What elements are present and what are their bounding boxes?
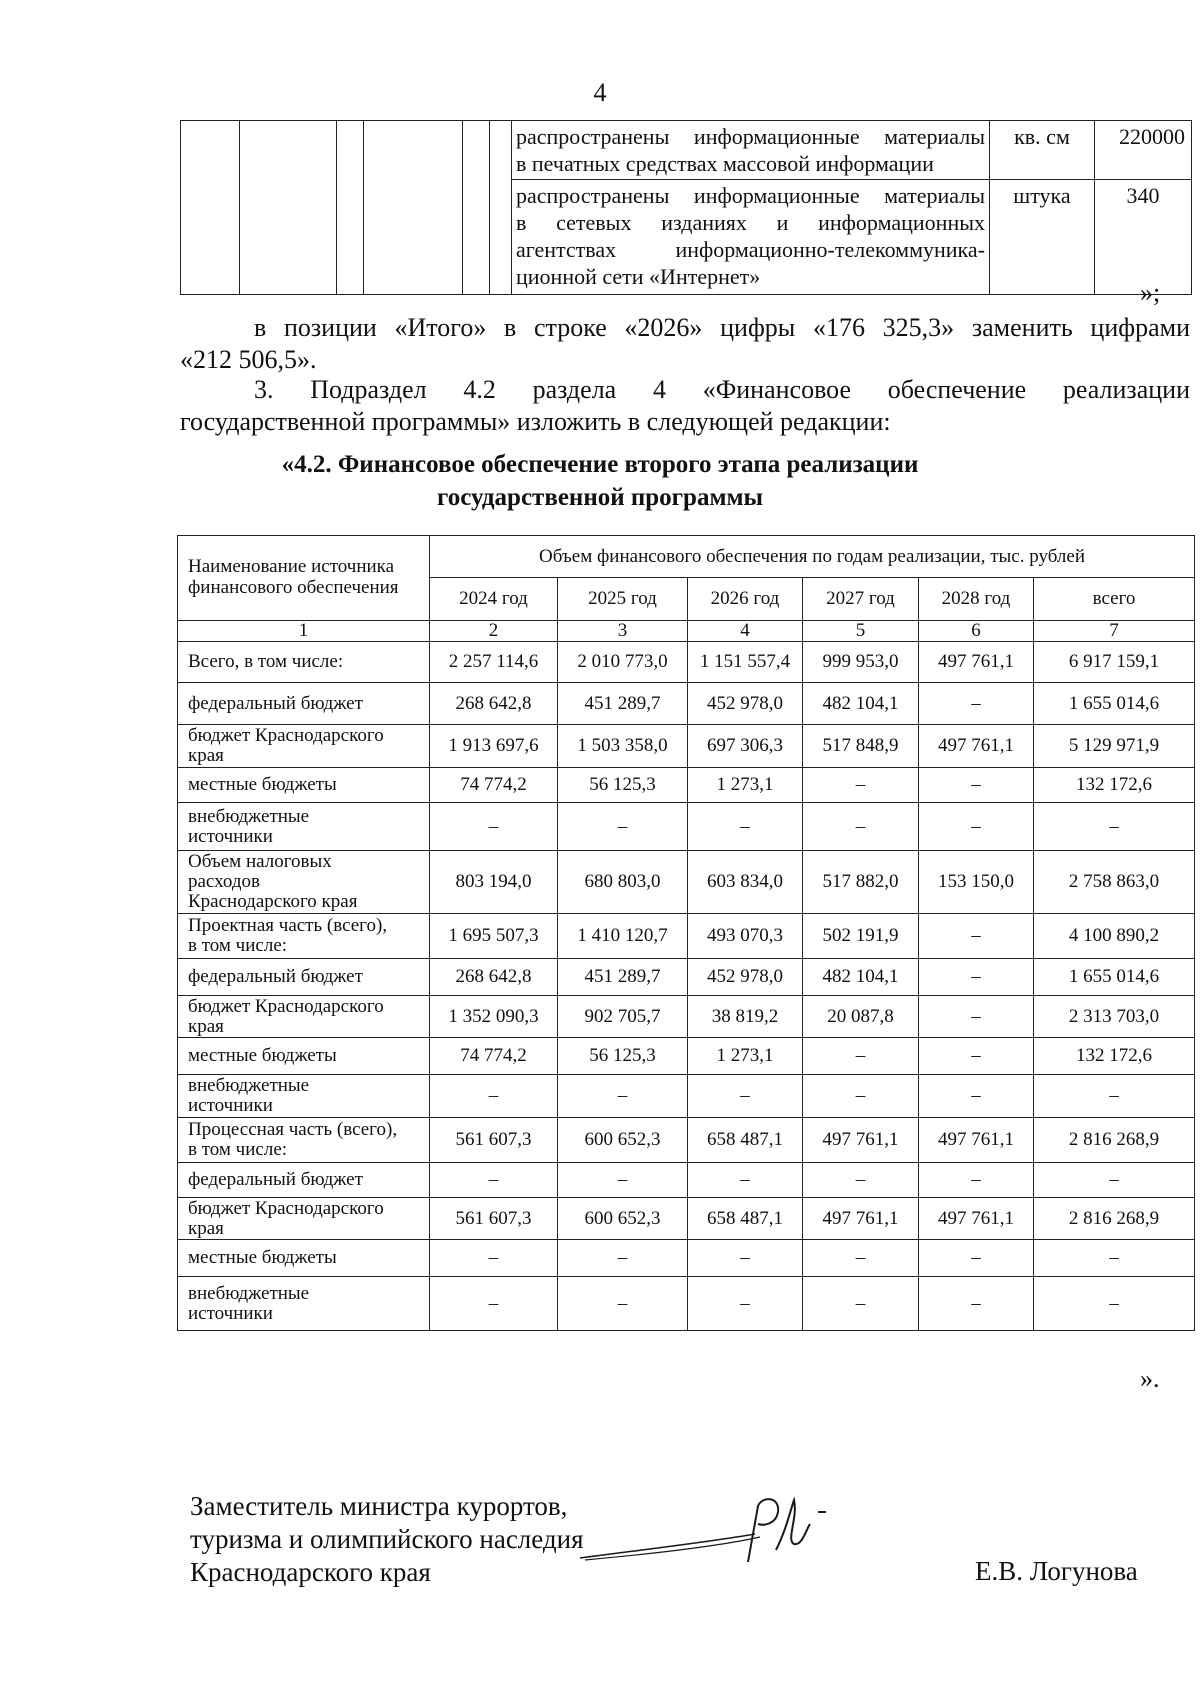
page-number: 4 [593, 78, 607, 107]
total-value: – [1034, 1075, 1195, 1118]
source-name-line: в том числе: [188, 1139, 288, 1160]
closing-quote: »; [1140, 278, 1161, 307]
row-unit: штука [990, 180, 1095, 295]
year-value: – [919, 914, 1034, 959]
signer-name: Е.В. Логунова [975, 1556, 1138, 1586]
year-value: – [919, 768, 1034, 803]
year-value: 902 705,7 [558, 996, 688, 1038]
finance-row [178, 642, 1195, 683]
total-header: всего [1034, 578, 1195, 621]
source-name [178, 1198, 430, 1240]
paragraph [180, 312, 1190, 376]
year-value: 56 125,3 [558, 1038, 688, 1075]
year-value: – [430, 803, 558, 851]
description-line: агентствах информационно-телекоммуника- [516, 237, 985, 262]
source-name-line: края [188, 1015, 224, 1037]
source-name [178, 1118, 430, 1163]
source-name [178, 725, 430, 768]
finance-table-body [178, 642, 1195, 1331]
year-value: 2 010 773,0 [558, 642, 688, 683]
year-value: – [430, 1163, 558, 1198]
source-name [178, 914, 430, 959]
source-name-line: Проектная часть (всего), [188, 915, 388, 936]
column-number: 3 [558, 621, 688, 642]
paragraph-line: «212 506,5». [180, 345, 317, 374]
source-name-line: Краснодарского края [188, 891, 358, 912]
row-value: 340 [1095, 180, 1192, 295]
finance-row [178, 1118, 1195, 1163]
description-line: распространены информационные материалы [516, 183, 985, 208]
year-value: – [688, 803, 803, 851]
source-name-line: бюджет Краснодарского [188, 725, 384, 746]
finance-row [178, 1277, 1195, 1331]
total-value: 1 655 014,6 [1034, 683, 1195, 725]
year-value: – [558, 803, 688, 851]
paragraph [180, 374, 1190, 438]
year-value: 74 774,2 [430, 1038, 558, 1075]
year-value: 482 104,1 [803, 683, 919, 725]
column-number-row [178, 621, 1195, 642]
position-line: туризма и олимпийского наследия [190, 1524, 584, 1554]
year-value: 1 913 697,6 [430, 725, 558, 768]
year-value: 1 503 358,0 [558, 725, 688, 768]
source-name-line: источники [188, 825, 273, 847]
year-value: 497 761,1 [919, 642, 1034, 683]
year-value: – [430, 1277, 558, 1331]
description-line: ционной сети «Интернет» [516, 264, 761, 289]
source-name-line: Всего, в том числе: [188, 651, 344, 672]
year-value: 20 087,8 [803, 996, 919, 1038]
year-value: – [919, 803, 1034, 851]
total-value: 132 172,6 [1034, 1038, 1195, 1075]
finance-row [178, 1038, 1195, 1075]
finance-row [178, 1163, 1195, 1198]
year-value: – [688, 1240, 803, 1277]
year-value: – [430, 1240, 558, 1277]
section-title-line: государственной программы [436, 484, 764, 511]
source-name [178, 803, 430, 851]
year-value: – [919, 996, 1034, 1038]
finance-row [178, 1198, 1195, 1240]
source-name-line: местные бюджеты [188, 774, 337, 795]
year-value: 497 761,1 [919, 1198, 1034, 1240]
year-header: 2027 год [803, 578, 919, 621]
row-description [512, 121, 990, 180]
year-value: 451 289,7 [558, 959, 688, 996]
source-name [178, 1038, 430, 1075]
finance-row [178, 1075, 1195, 1118]
source-name [178, 959, 430, 996]
source-name-line: внебюджетные [188, 805, 310, 827]
year-value: 497 761,1 [803, 1198, 919, 1240]
year-value: – [919, 683, 1034, 725]
year-header: 2028 год [919, 578, 1034, 621]
total-value: 5 129 971,9 [1034, 725, 1195, 768]
year-value: – [688, 1075, 803, 1118]
year-value: 153 150,0 [919, 851, 1034, 914]
year-value: – [803, 1038, 919, 1075]
source-name-line: источники [188, 1302, 273, 1324]
year-value: 482 104,1 [803, 959, 919, 996]
finance-row [178, 1240, 1195, 1277]
source-name [178, 1240, 430, 1277]
paragraph-line: в позиции «Итого» в строке «2026» цифры «176 325,3» заменить цифрами [254, 313, 1190, 342]
year-value: 603 834,0 [688, 851, 803, 914]
total-value: 2 816 268,9 [1034, 1118, 1195, 1163]
total-value: 2 816 268,9 [1034, 1198, 1195, 1240]
finance-row [178, 725, 1195, 768]
total-value: 132 172,6 [1034, 768, 1195, 803]
year-value: 497 761,1 [803, 1118, 919, 1163]
source-name [178, 768, 430, 803]
source-name-line: местные бюджеты [188, 1045, 337, 1066]
row-value: 220000 [1095, 121, 1192, 180]
column-number: 6 [919, 621, 1034, 642]
year-value: 497 761,1 [919, 1118, 1034, 1163]
description-line: в сетевых изданиях и информационных [516, 210, 985, 235]
volume-header: Объем финансового обеспечения по годам реализации, тыс. рублей [430, 536, 1195, 578]
source-name-line: в том числе: [188, 935, 288, 956]
year-value: 600 652,3 [558, 1198, 688, 1240]
year-value: 1 273,1 [688, 1038, 803, 1075]
total-value: – [1034, 1163, 1195, 1198]
total-value: – [1034, 803, 1195, 851]
source-name [178, 642, 430, 683]
source-name-line: расходов [188, 871, 260, 892]
total-value: 1 655 014,6 [1034, 959, 1195, 996]
finance-row [178, 851, 1195, 914]
year-value: – [803, 803, 919, 851]
source-name-line: Процессная часть (всего), [188, 1119, 398, 1140]
year-value: 803 194,0 [430, 851, 558, 914]
section-title [0, 448, 1200, 514]
year-value: 517 882,0 [803, 851, 919, 914]
source-name-line: федеральный бюджет [188, 1169, 363, 1190]
year-value: 600 652,3 [558, 1118, 688, 1163]
year-value: – [919, 1240, 1034, 1277]
finance-row [178, 959, 1195, 996]
finance-table [177, 535, 1195, 1331]
year-value: 658 487,1 [688, 1118, 803, 1163]
source-header: Наименование источника финансового обеспечения [178, 536, 430, 621]
column-number: 5 [803, 621, 919, 642]
source-name-line: внебюджетные [188, 1075, 310, 1096]
source-name [178, 1163, 430, 1198]
year-value: – [558, 1277, 688, 1331]
position-line: Краснодарского края [190, 1557, 431, 1587]
year-value: – [558, 1075, 688, 1118]
column-number: 7 [1034, 621, 1195, 642]
year-value: – [688, 1163, 803, 1198]
description-line: распространены информационные материалы [516, 124, 985, 149]
total-value: 6 917 159,1 [1034, 642, 1195, 683]
total-value: 2 758 863,0 [1034, 851, 1195, 914]
source-name-line: бюджет Краснодарского [188, 1197, 384, 1219]
year-value: – [803, 1075, 919, 1118]
finance-row [178, 683, 1195, 725]
column-number: 1 [178, 621, 430, 642]
year-value: 517 848,9 [803, 725, 919, 768]
signatory-position [190, 1490, 584, 1589]
finance-row [178, 996, 1195, 1038]
year-header: 2025 год [558, 578, 688, 621]
year-value: 451 289,7 [558, 683, 688, 725]
year-value: 493 070,3 [688, 914, 803, 959]
source-name-line: источники [188, 1095, 273, 1116]
year-value: 497 761,1 [919, 725, 1034, 768]
description-line: в печатных средствах массовой информации [516, 151, 934, 176]
year-value: 2 257 114,6 [430, 642, 558, 683]
year-value: 561 607,3 [430, 1118, 558, 1163]
source-name [178, 1277, 430, 1331]
finance-row [178, 914, 1195, 959]
year-value: 561 607,3 [430, 1198, 558, 1240]
year-value: 268 642,8 [430, 683, 558, 725]
year-value: – [558, 1240, 688, 1277]
header-row [178, 536, 1195, 578]
year-value: 74 774,2 [430, 768, 558, 803]
total-value: – [1034, 1240, 1195, 1277]
source-name-line: края [188, 1217, 224, 1239]
year-value: 1 695 507,3 [430, 914, 558, 959]
column-number: 4 [688, 621, 803, 642]
year-value: – [803, 1163, 919, 1198]
year-value: – [430, 1075, 558, 1118]
position-line: Заместитель министра курортов, [190, 1491, 568, 1521]
row-description [512, 180, 990, 295]
section-title-line: «4.2. Финансовое обеспечение второго этапа реализации [281, 451, 919, 478]
year-value: – [919, 959, 1034, 996]
year-value: 1 410 120,7 [558, 914, 688, 959]
continuation-table [180, 120, 1192, 295]
year-value: 56 125,3 [558, 768, 688, 803]
closing-quote: ». [1140, 1364, 1160, 1393]
year-value: 268 642,8 [430, 959, 558, 996]
paragraph-line: государственной программы» изложить в следующей редакции: [180, 407, 891, 436]
year-value: 1 352 090,3 [430, 996, 558, 1038]
source-name-line: края [188, 745, 224, 766]
source-name [178, 851, 430, 914]
finance-row [178, 768, 1195, 803]
total-value: 2 313 703,0 [1034, 996, 1195, 1038]
year-value: 697 306,3 [688, 725, 803, 768]
year-header: 2024 год [430, 578, 558, 621]
source-name-line: Объем налоговых [188, 851, 332, 872]
year-value: – [803, 768, 919, 803]
year-value: 38 819,2 [688, 996, 803, 1038]
year-value: – [919, 1075, 1034, 1118]
year-value: – [803, 1277, 919, 1331]
column-number: 2 [430, 621, 558, 642]
year-value: – [919, 1163, 1034, 1198]
continuation-row [181, 121, 1192, 180]
source-name-line: федеральный бюджет [188, 966, 363, 987]
source-name-line: местные бюджеты [188, 1247, 337, 1268]
year-value: – [803, 1240, 919, 1277]
year-value: 658 487,1 [688, 1198, 803, 1240]
year-value: 1 151 557,4 [688, 642, 803, 683]
year-value: 1 273,1 [688, 768, 803, 803]
year-value: 452 978,0 [688, 683, 803, 725]
source-name [178, 1075, 430, 1118]
year-value: – [558, 1163, 688, 1198]
source-name-line: федеральный бюджет [188, 692, 363, 714]
finance-row [178, 803, 1195, 851]
handwritten-signature [580, 1490, 900, 1580]
paragraph-line: 3. Подраздел 4.2 раздела 4 «Финансовое обеспечение реализации [254, 375, 1190, 404]
row-unit: кв. см [990, 121, 1095, 180]
year-header: 2026 год [688, 578, 803, 621]
source-name [178, 683, 430, 725]
year-value: 502 191,9 [803, 914, 919, 959]
source-name-line: бюджет Краснодарского [188, 995, 384, 1017]
total-value: – [1034, 1277, 1195, 1331]
source-name [178, 996, 430, 1038]
year-value: – [919, 1038, 1034, 1075]
year-value: 680 803,0 [558, 851, 688, 914]
total-value: 4 100 890,2 [1034, 914, 1195, 959]
year-value: – [919, 1277, 1034, 1331]
year-value: 452 978,0 [688, 959, 803, 996]
year-value: – [688, 1277, 803, 1331]
year-value: 999 953,0 [803, 642, 919, 683]
source-name-line: внебюджетные [188, 1282, 310, 1304]
